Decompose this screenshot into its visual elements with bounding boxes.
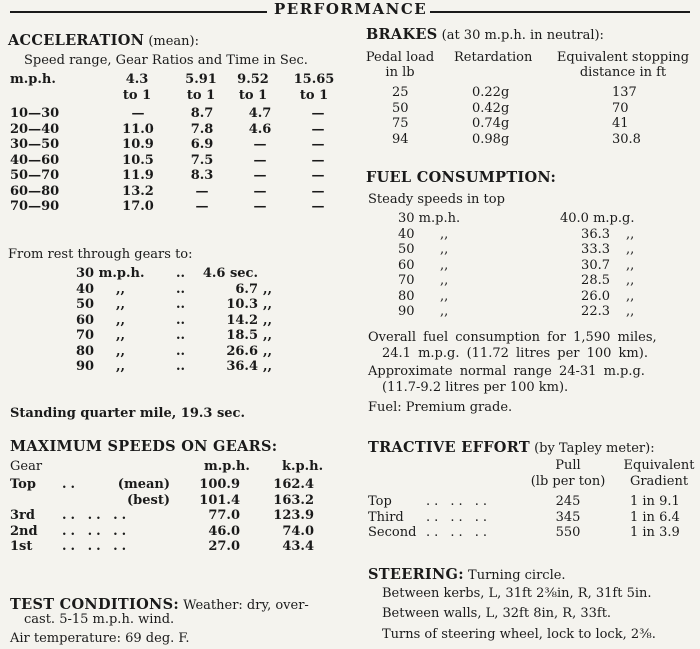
- test-conditions-line2: cast. 5-15 m.p.h. wind.: [24, 612, 175, 627]
- speed-cell: 40: [398, 226, 415, 242]
- fuel-speeds: [398, 211, 460, 320]
- max-speeds-kph: [270, 477, 314, 555]
- gear-cell: Top: [10, 477, 36, 492]
- test-conditions-weather: Weather: dry, over-: [183, 598, 309, 613]
- dots-cell: ..: [176, 328, 186, 343]
- ratio-bottom: to 1: [122, 87, 152, 103]
- stop-cell: 137: [612, 85, 637, 100]
- acceleration-heading: [8, 32, 199, 49]
- time-cell: 13.2: [122, 183, 154, 199]
- speed-cell: 90: [76, 359, 95, 374]
- steering-kerbs: Between kerbs, L, 31ft 2⅜in, R, 31ft 5in.: [382, 586, 652, 601]
- time-cell: —: [195, 199, 209, 214]
- fuel-approx-line1: Approximate normal range 24-31 m.p.g.: [368, 364, 645, 379]
- time-cell: 4.7: [248, 106, 272, 121]
- pull-cell: 345: [555, 509, 581, 525]
- tractive-pull-header: [524, 458, 612, 489]
- range-cell: 70—90: [10, 199, 60, 214]
- from-rest-label: From rest through gears to:: [8, 247, 193, 262]
- range-cell: 50—70: [10, 168, 60, 183]
- dots-cell: .. .. ..: [426, 525, 492, 540]
- speed-cell: 80: [76, 343, 95, 359]
- time-cell: 8.3: [190, 168, 214, 183]
- ditto-cell: ,,: [440, 257, 449, 273]
- time-cell: 18.5: [226, 328, 258, 343]
- from-rest-dots: [176, 266, 196, 375]
- test-conditions-line3: Air temperature: 69 deg. F.: [10, 631, 190, 646]
- ratio-header-1: [112, 72, 162, 103]
- tractive-gears: [368, 494, 416, 541]
- brakes-pedal-header: [362, 50, 438, 80]
- ditto-cell: ,,: [263, 297, 273, 312]
- fuel-speed-dittos: [440, 211, 448, 320]
- time-cell: —: [311, 183, 325, 199]
- ditto-cell: ,,: [440, 242, 449, 257]
- ratio-bottom: to 1: [299, 87, 329, 103]
- ratio-top: 5.91: [185, 72, 217, 87]
- dots-cell: .. .. ..: [62, 508, 131, 523]
- brakes-heading: [366, 26, 604, 43]
- standing-quarter-mile: Standing quarter mile, 19.3 sec.: [10, 406, 246, 421]
- speed-cell: 60: [398, 257, 415, 273]
- brakes-title: BRAKES: [366, 26, 438, 43]
- dots-cell: ..: [176, 343, 186, 359]
- ditto-cell: ,,: [116, 359, 126, 374]
- time-cell: —: [311, 121, 325, 137]
- retard-cell: 0.74g: [472, 116, 510, 131]
- from-rest-time-dittos: [263, 266, 283, 375]
- brakes-pedal-col: [392, 85, 409, 147]
- ratio-top: 15.65: [293, 72, 335, 87]
- gear-cell: 3rd: [10, 508, 35, 523]
- max-speeds-heading: MAXIMUM SPEEDS ON GEARS:: [10, 438, 278, 455]
- ratio-bottom: to 1: [186, 87, 216, 103]
- range-cell: 20—40: [10, 121, 60, 137]
- range-cell: 30—50: [10, 137, 60, 152]
- speed-cell: 70: [398, 273, 415, 288]
- ditto-cell: ,,: [626, 226, 635, 242]
- ditto-cell: ,,: [440, 273, 449, 288]
- steering-turns: Turns of steering wheel, lock to lock, 2⅜.: [382, 627, 656, 642]
- ditto-cell: ,,: [263, 312, 273, 328]
- tractive-grad-header: [620, 458, 698, 489]
- ratio-header-2: [176, 72, 226, 103]
- max-speeds-mph-header: m.p.h.: [204, 459, 250, 474]
- pull-cell: 245: [555, 494, 581, 509]
- retard-cell: 0.22g: [472, 85, 510, 100]
- max-speeds-gear-label: Gear: [10, 459, 43, 474]
- max-speeds-mph: [196, 477, 240, 555]
- time-cell: —: [311, 106, 325, 121]
- time-cell: 26.6: [226, 343, 258, 359]
- header-line: Gradient: [629, 473, 689, 489]
- speed-cell: 40: [76, 281, 95, 297]
- gradient-cell: 1 in 6.4: [630, 509, 680, 525]
- time-cell: 10.3: [226, 297, 258, 312]
- header-line: Pedal load: [365, 50, 435, 65]
- pull-cell: 550: [555, 525, 581, 540]
- mpg-cell: 28.5: [581, 273, 610, 288]
- ditto-cell: ,,: [440, 304, 449, 319]
- ditto-cell: ,,: [116, 328, 126, 343]
- steering-title: STEERING:: [368, 566, 464, 583]
- acceleration-mph-header: m.p.h.: [10, 72, 56, 87]
- time-cell: 4.6 sec.: [202, 266, 258, 281]
- gear-cell: Third: [368, 509, 404, 525]
- kph-cell: 162.4: [273, 477, 314, 492]
- acceleration-ranges: [10, 106, 59, 215]
- dots-cell: ..: [62, 477, 80, 492]
- fuel-steady-label: Steady speeds in top: [368, 192, 505, 207]
- ditto-cell: ,,: [116, 312, 126, 328]
- note-cell: [110, 539, 170, 555]
- header-line: Pull: [555, 458, 581, 473]
- time-cell: 4.6: [248, 121, 272, 137]
- ditto-cell: ,,: [116, 297, 126, 312]
- mpg-cell: 30.7: [581, 257, 610, 273]
- ditto-cell: ,,: [626, 288, 635, 304]
- brakes-stop-col: [612, 85, 641, 147]
- brakes-retard-header: Retardation: [454, 50, 533, 65]
- tractive-heading: [368, 439, 655, 456]
- time-cell: —: [311, 152, 325, 168]
- time-cell: —: [311, 199, 325, 214]
- acceleration-col-2: [182, 106, 222, 215]
- kph-cell: 123.9: [273, 508, 314, 523]
- header-line: in lb: [385, 65, 415, 80]
- tractive-pull: [548, 494, 588, 541]
- time-cell: 6.7: [235, 281, 258, 297]
- note-cell: (mean): [117, 477, 170, 492]
- stop-cell: 30.8: [612, 131, 641, 147]
- acceleration-suffix: (mean):: [148, 34, 200, 49]
- ditto-cell: ,,: [440, 226, 449, 242]
- tractive-title: TRACTIVE EFFORT: [368, 439, 530, 456]
- time-cell: —: [253, 137, 267, 152]
- mpg-cell: 26.0: [581, 288, 610, 304]
- mpg-cell: 22.3: [581, 304, 610, 319]
- speed-cell: 50: [76, 297, 95, 312]
- mpg-cell: 33.3: [581, 242, 610, 257]
- ditto-cell: ,,: [263, 343, 273, 359]
- max-speeds-notes: [110, 477, 170, 555]
- gradient-cell: 1 in 3.9: [630, 525, 680, 540]
- time-cell: 11.0: [122, 121, 154, 137]
- mpg-cell: 36.3: [581, 226, 610, 242]
- kph-cell: 43.4: [282, 539, 314, 554]
- time-cell: 14.2: [226, 312, 258, 328]
- title-rule-right: [430, 11, 690, 13]
- acceleration-subheading: Speed range, Gear Ratios and Time in Sec.: [24, 53, 308, 68]
- time-cell: 6.9: [190, 137, 214, 152]
- acceleration-col-3: [240, 106, 280, 215]
- tractive-suffix: (by Tapley meter):: [534, 441, 655, 456]
- ditto-cell: ,,: [440, 288, 449, 304]
- pedal-cell: 94: [392, 131, 409, 147]
- gear-cell: 1st: [10, 539, 33, 554]
- time-cell: 17.0: [122, 199, 154, 214]
- gradient-cell: 1 in 9.1: [630, 494, 680, 509]
- ditto-cell: ,,: [626, 273, 635, 288]
- header-line: (lb per ton): [530, 473, 606, 489]
- fuel-mpg-dittos: [626, 211, 634, 320]
- ditto-cell: [626, 211, 634, 227]
- ratio-header-3: [228, 72, 278, 103]
- ditto-cell: ,,: [116, 343, 126, 359]
- speed-cell: 30 m.p.h.: [76, 266, 145, 281]
- dots-cell: .. .. ..: [426, 494, 492, 509]
- ditto-cell: ,,: [626, 242, 635, 257]
- brakes-suffix: (at 30 m.p.h. in neutral):: [441, 28, 604, 43]
- time-cell: 7.8: [190, 121, 214, 137]
- pedal-cell: 75: [392, 116, 409, 131]
- mpg-cell: 40.0 m.p.g.: [560, 211, 635, 226]
- speed-cell: 30 m.p.h.: [398, 211, 461, 226]
- max-speeds-kph-header: k.p.h.: [282, 459, 324, 474]
- test-conditions-line1: [10, 596, 309, 613]
- time-cell: 36.4: [226, 359, 258, 374]
- mph-cell: 100.9: [199, 477, 240, 492]
- brakes-stop-header: [552, 50, 694, 80]
- range-cell: 40—60: [10, 152, 60, 168]
- tractive-dots: [426, 494, 491, 541]
- from-rest-times: [200, 266, 258, 375]
- time-cell: 8.7: [190, 106, 214, 121]
- fuel-mpg: [560, 211, 635, 320]
- header-line: Equivalent: [623, 458, 695, 473]
- stop-cell: 41: [612, 116, 629, 131]
- gear-cell: 2nd: [10, 523, 38, 539]
- time-cell: 10.5: [122, 152, 154, 168]
- max-speeds-gears: [10, 477, 38, 555]
- from-rest-dittos: [116, 266, 136, 375]
- dots-cell: ..: [176, 281, 186, 297]
- speed-cell: 80: [398, 288, 415, 304]
- ditto-cell: ,,: [263, 281, 273, 297]
- header-line: Equivalent stopping: [556, 50, 690, 65]
- acceleration-col-1: [118, 106, 158, 215]
- test-conditions-heading: TEST CONDITIONS:: [10, 596, 180, 613]
- dots-cell: .. .. ..: [426, 509, 492, 525]
- time-cell: 10.9: [122, 137, 154, 152]
- acceleration-col-4: [298, 106, 338, 215]
- tractive-gradient: [630, 494, 680, 541]
- ditto-cell: ,,: [626, 304, 635, 319]
- fuel-overall-line2: 24.1 m.p.g. (11.72 litres per 100 km).: [382, 346, 648, 361]
- speed-cell: 50: [398, 242, 415, 257]
- retard-cell: 0.98g: [472, 131, 510, 147]
- dots-cell: ..: [176, 312, 186, 328]
- speed-cell: 70: [76, 328, 95, 343]
- time-cell: —: [131, 106, 145, 121]
- fuel-heading: FUEL CONSUMPTION:: [366, 169, 557, 186]
- range-cell: 10—30: [10, 106, 60, 121]
- kph-cell: 163.2: [273, 492, 314, 508]
- gear-cell: [10, 493, 38, 509]
- note-cell: [110, 508, 170, 524]
- mph-cell: 101.4: [199, 492, 240, 508]
- fuel-overall-line1: Overall fuel consumption for 1,590 miles,: [368, 330, 657, 345]
- speed-cell: 60: [76, 312, 95, 328]
- speed-cell: 90: [398, 304, 415, 319]
- time-cell: —: [195, 183, 209, 199]
- ditto-cell: ,,: [263, 359, 273, 374]
- kph-cell: 74.0: [282, 523, 314, 539]
- time-cell: —: [253, 152, 267, 168]
- fuel-grade: Fuel: Premium grade.: [368, 400, 513, 415]
- mph-cell: 27.0: [208, 539, 240, 554]
- ditto-cell: ,,: [626, 257, 635, 273]
- gear-cell: Second: [368, 525, 417, 540]
- steering-walls: Between walls, L, 32ft 8in, R, 33ft.: [382, 606, 612, 621]
- dots-cell: ..: [176, 266, 186, 281]
- gear-cell: Top: [368, 494, 392, 509]
- mph-cell: 77.0: [208, 508, 240, 523]
- fuel-approx-line2: (11.7-9.2 litres per 100 km).: [382, 380, 569, 395]
- time-cell: —: [253, 199, 267, 214]
- dots-cell: ..: [176, 359, 186, 374]
- time-cell: —: [253, 168, 267, 183]
- pedal-cell: 25: [392, 85, 409, 100]
- ratio-top: 4.3: [125, 72, 149, 87]
- ditto-cell: ,,: [116, 281, 126, 297]
- pedal-cell: 50: [392, 100, 409, 116]
- range-cell: 60—80: [10, 183, 60, 199]
- steering-suffix: Turning circle.: [468, 568, 566, 583]
- header-line: distance in ft: [579, 65, 667, 80]
- steering-heading: [368, 566, 566, 583]
- retard-cell: 0.42g: [472, 100, 510, 116]
- title-rule-left: [10, 11, 267, 13]
- ditto-cell: ,,: [263, 328, 273, 343]
- time-cell: 7.5: [190, 152, 214, 168]
- ratio-bottom: to 1: [238, 87, 268, 103]
- stop-cell: 70: [612, 100, 629, 116]
- time-cell: —: [311, 137, 325, 152]
- ditto-cell: [440, 211, 448, 227]
- dots-cell: ..: [176, 297, 186, 312]
- page-title: PERFORMANCE: [274, 0, 428, 18]
- ratio-header-4: [284, 72, 344, 103]
- dots-cell: .. .. ..: [62, 523, 131, 539]
- acceleration-title: ACCELERATION: [8, 32, 145, 49]
- dots-cell: .. .. ..: [62, 539, 131, 554]
- ditto-cell: [263, 266, 283, 282]
- ratio-top: 9.52: [237, 72, 269, 87]
- note-cell: (best): [127, 492, 170, 508]
- mph-cell: 46.0: [208, 523, 240, 539]
- note-cell: [110, 524, 170, 540]
- time-cell: —: [253, 183, 267, 199]
- time-cell: 11.9: [122, 168, 154, 183]
- time-cell: —: [311, 168, 325, 183]
- ditto-cell: [116, 266, 136, 282]
- brakes-retard-col: [472, 85, 509, 147]
